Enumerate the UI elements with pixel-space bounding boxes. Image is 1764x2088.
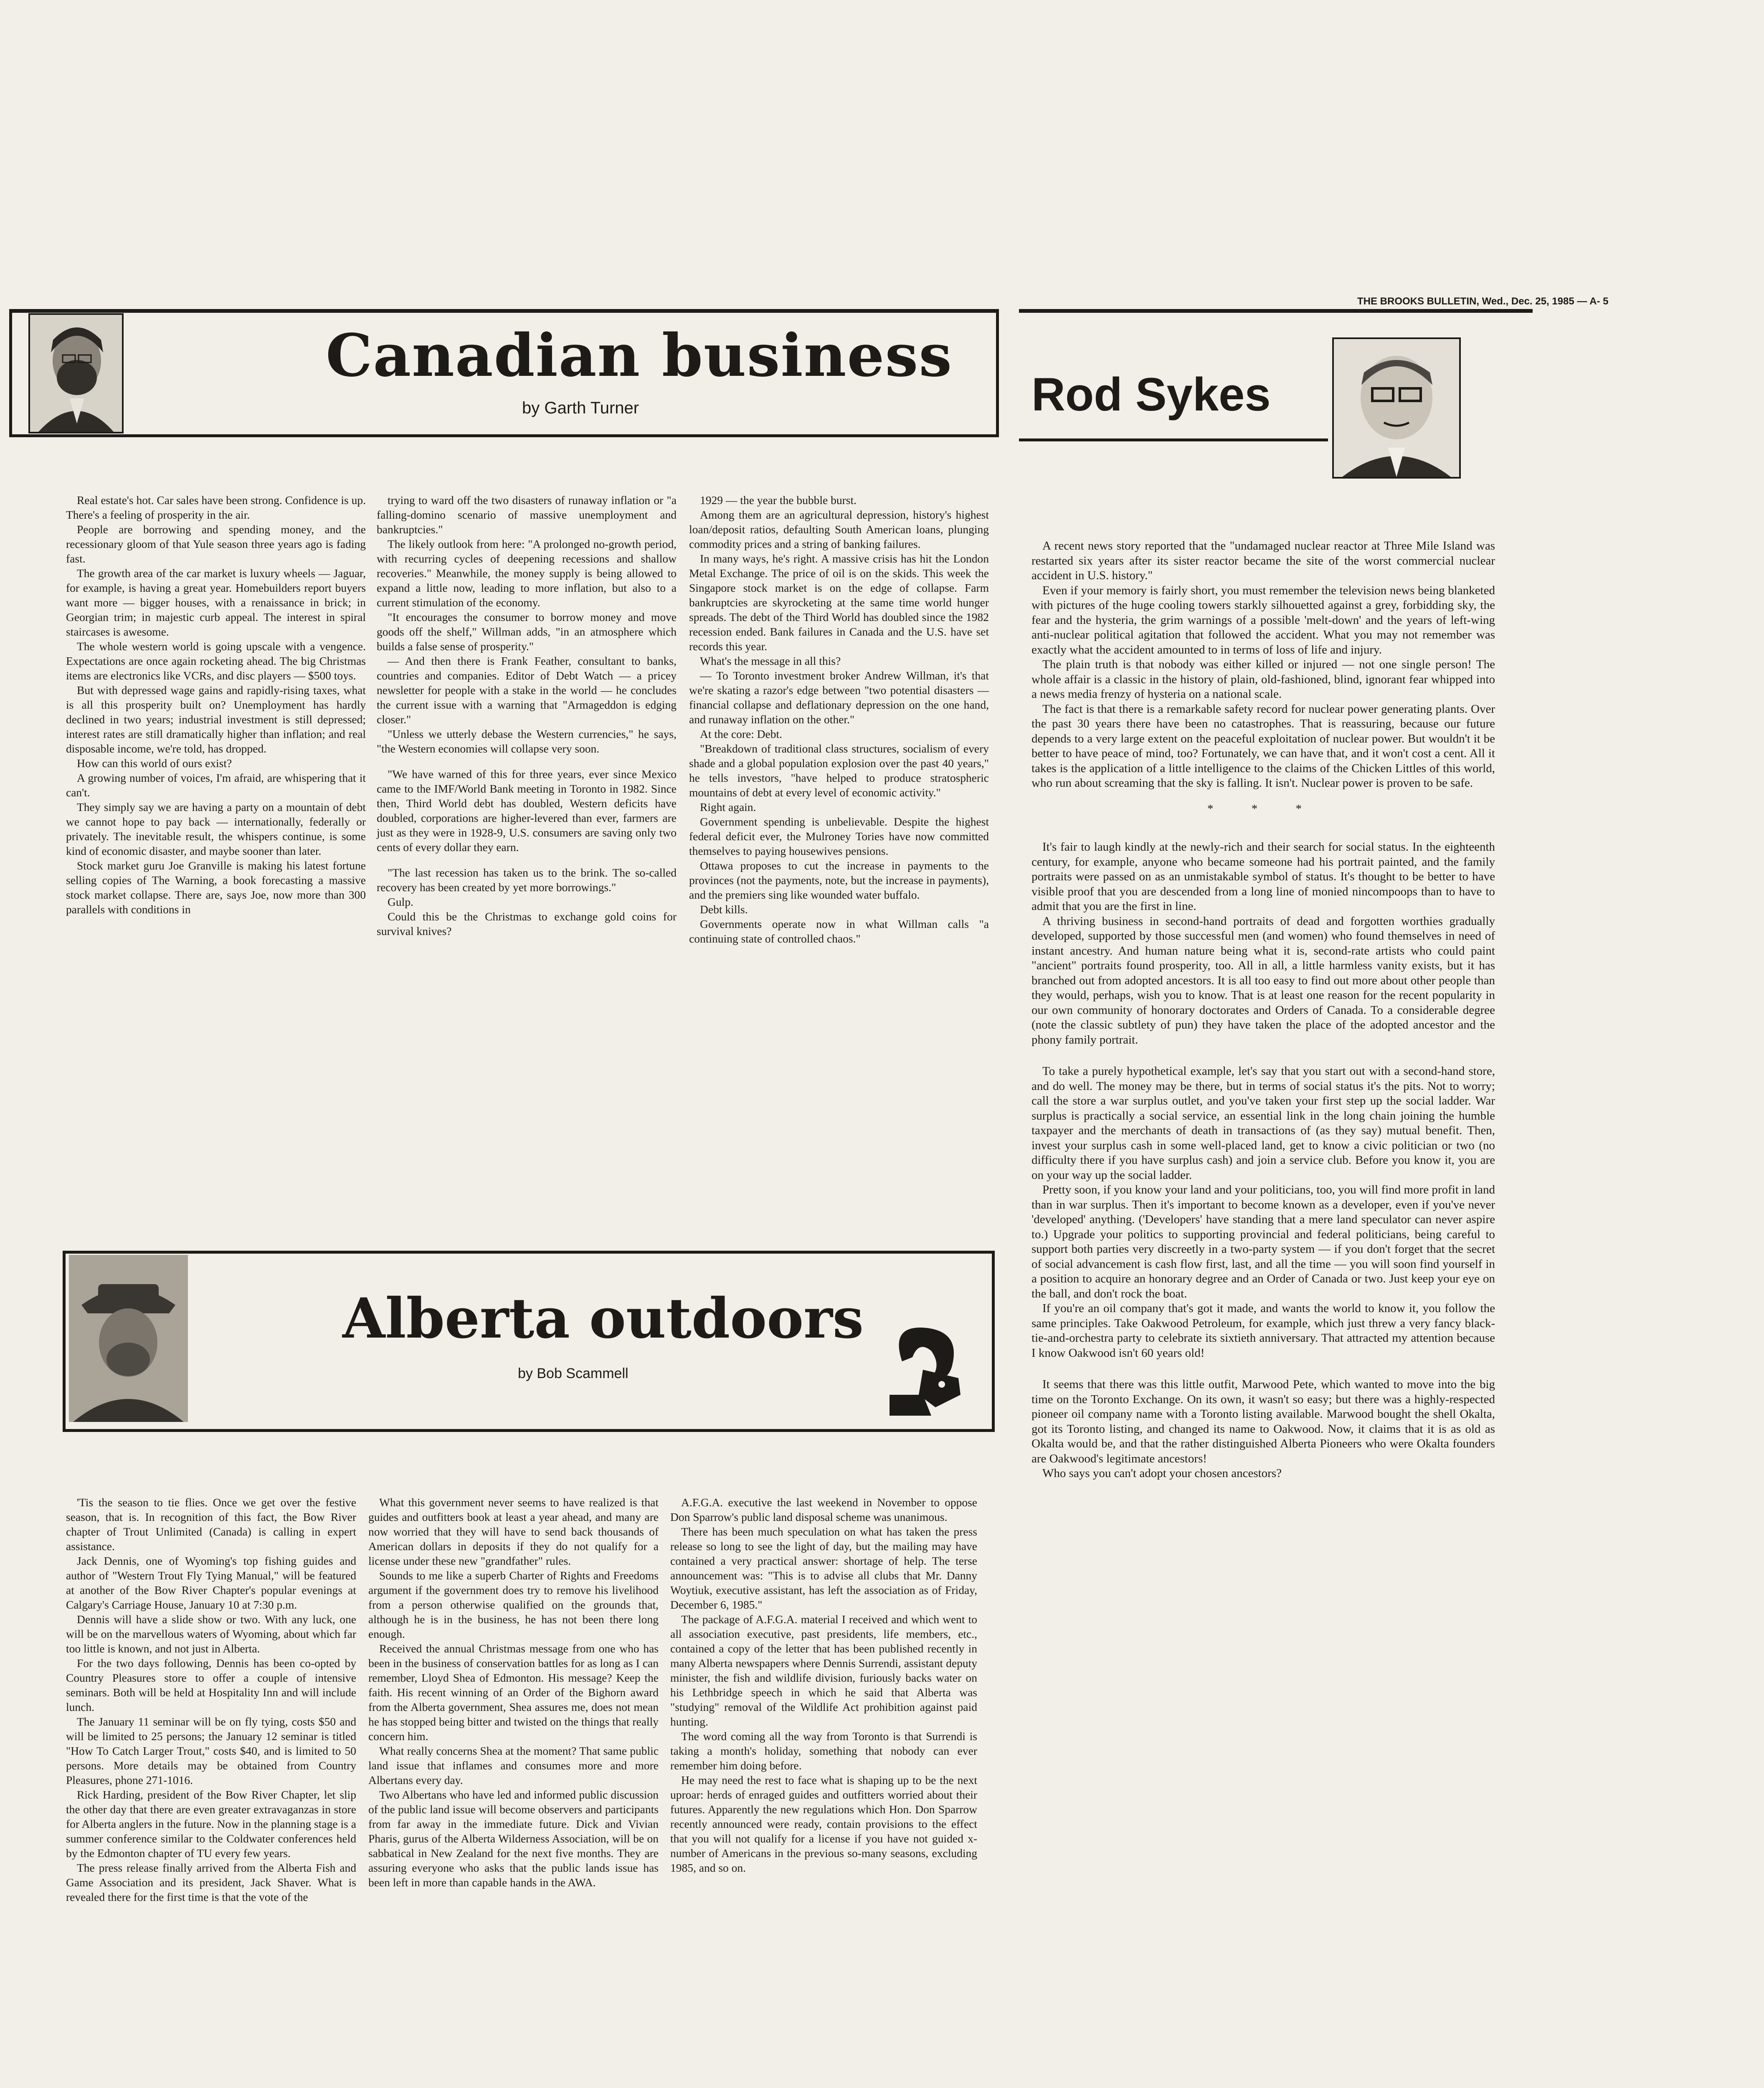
paragraph: Right again. <box>700 801 756 813</box>
paragraph: "We have warned of this for three years, ever since Mexico came to the IMF/World Bank meeting in Toronto in 1982. Since then, Third World debt has doubled, Western deficits have doubled, corporations are higher-levered than ever, farmers are just as they were in 1928-9, U.S. consumers are saving only two cents of every dollar they earn. <box>377 768 677 854</box>
paragraph: There has been much speculation on what has taken the press release so long to see the light of day, but the mailing may have contained a very practical answer: shortage of help. The terse announcement was: "This is to advise all clubs that Mr. Danny Woytiuk, executive assistant, has left the association as of Friday, December 6, 1985." <box>670 1525 977 1611</box>
canadian-business-column-1 <box>66 493 366 917</box>
paragraph: The word coming all the way from Toronto is that Surrendi is taking a month's holiday, something that nobody can ever remember him doing before. <box>670 1730 977 1772</box>
paragraph: Dennis will have a slide show or two. With any luck, one will be on the marvellous waters of Wyoming, about which far too little is known, and not just in Alberta. <box>66 1613 356 1655</box>
canadian-business-column-2 <box>377 493 677 938</box>
paragraph: Governments operate now in what Willman calls "a continuing state of controlled chaos." <box>689 917 989 945</box>
canadian-business-title: Canadian business <box>326 322 953 390</box>
paragraph: Who says you can't adopt your chosen ancestors? <box>1042 1467 1282 1480</box>
paragraph: But with depressed wage gains and rapidly-rising taxes, what is all this prosperity built on? Unemployment has hardly declined in two years; industrial investment is still depressed; interest rates are still dramatically higher than inflation; and real disposable income, we're told, has dropped. <box>66 684 366 755</box>
paragraph: The package of A.F.G.A. material I received and which went to all association executive, past presidents, life members, etc., contained a copy of the letter that has been published recently in many Alberta newspapers where Dennis Surrendi, assistant deputy minister, the fish and wildlife division, furiously backs water on his Lethbridge speech in which he said that Alberta was "studying" removal of the Wildlife Act prohibition against paid hunting. <box>670 1613 977 1728</box>
paragraph: The growth area of the car market is luxury wheels — Jaguar, for example, is having a great year. Homebuilders report buyers want more — bigger houses, with a renaissance in brick; in Georgian trim; in majestic curb appeal. The interest in spiral staircases is awesome. <box>66 567 366 638</box>
bighorn-ram-icon <box>873 1311 981 1420</box>
rod-sykes-title: Rod Sykes <box>1032 368 1271 421</box>
paragraph: He may need the rest to face what is shaping up to be the next uproar: herds of enraged guides and outfitters worried about their futures. Apparently the new regulations which Hon. Don Sparrow recently announced were ready, contain provisions to the effect that you will not qualify for a license if you have not guided x-number of Americans in the previous so-many seasons, excluding 1985, and so on. <box>670 1774 977 1874</box>
paragraph: Jack Dennis, one of Wyoming's top fishing guides and author of "Western Trout Fly Tying Manual," will be featured at another of the Bow River Chapter's popular evenings at Calgary's Carriage House, January 10 at 7:30 p.m. <box>66 1554 356 1611</box>
top-rule <box>1019 309 1533 313</box>
columnist-portrait-icon <box>69 1255 188 1422</box>
paragraph: A.F.G.A. executive the last weekend in November to oppose Don Sparrow's public land disposal scheme was unanimous. <box>670 1496 977 1523</box>
paragraph: Among them are an agricultural depression, history's highest loan/deposit ratios, defaulting South American loans, plunging commodity prices and a string of banking failures. <box>689 508 989 550</box>
paragraph: Stock market guru Joe Granville is making his latest fortune selling copies of The Warning, a book forecasting a massive stock market collapse. There are, says Joe, now more than 300 parallels with conditions in <box>66 859 366 916</box>
paragraph: What this government never seems to have realized is that guides and outfitters book at least a year ahead, and many are now worried that they will have to send back thousands of American dollars in deposits if they do not qualify for a license under these new "grandfather" rules. <box>368 1496 659 1567</box>
paragraph: The January 11 seminar will be on fly tying, costs $50 and will be limited to 25 persons; the January 12 seminar is titled "How To Catch Larger Trout," costs $40, and is limited to 50 persons. More details may be obtained from Country Pleasures, phone 271-1016. <box>66 1715 356 1786</box>
paragraph: "Unless we utterly debase the Western currencies," he says, "the Western economies will collapse very soon. <box>377 727 677 755</box>
paragraph: Debt kills. <box>700 903 748 916</box>
paragraph: A recent news story reported that the "undamaged nuclear reactor at Three Mile Island was restarted six years after its sister reactor became the site of the worst commercial nuclear accident in U.S. history." <box>1032 539 1495 582</box>
alberta-outdoors-title: Alberta outdoors <box>342 1286 864 1351</box>
paragraph: A thriving business in second-hand portraits of dead and forgotten worthies gradually developed, supported by those successful men (and women) who found themselves in need of instant ancestry. And human nature being what it is, second-rate artists who could paint "ancient" portraits found prosperity, too. All in all, a little harmless vanity exists, but it has branched out from adopted ancestors. It is all too easy to find out more about other people than they would, perhaps, wish you to know. That is at least one reason for the recent popularity in our own community of honorary doctorates and Orders of Canada. To a considerable degree (note the classic subtlety of pun) they have taken the place of the adopted ancestor and the phony family portrait. <box>1032 914 1495 1047</box>
alberta-outdoors-column-3 <box>670 1495 977 1875</box>
rod-sykes-photo <box>1332 337 1461 479</box>
paragraph: It seems that there was this little outfit, Marwood Pete, which wanted to move into the big time on the Toronto Exchange. On its own, it wasn't so easy; but there was a highly-respected pioneer oil company name with a Toronto listing available. Marwood bought the shell Okalta, got its Toronto listing, and changed its name to Oakwood. Now, it claims that it is as old as Okalta would be, and that the rather distinguished Alberta Pioneers who were Okalta founders are Oakwood's legitimate ancestors! <box>1032 1378 1495 1465</box>
paragraph: At the core: Debt. <box>700 727 783 740</box>
bottom-rule <box>1019 438 1328 441</box>
paragraph: Rick Harding, president of the Bow River Chapter, let slip the other day that there are even greater extravaganzas in store for Alberta anglers in the future. Now in the planning stage is a summer conference similar to the Coldwater conferences held by the Edmonton chapter of TU every few years. <box>66 1788 356 1860</box>
paragraph: For the two days following, Dennis has been co-opted by Country Pleasures store to offer a couple of intensive seminars. Both will be held at Hospitality Inn and will include lunch. <box>66 1657 356 1713</box>
paragraph: The press release finally arrived from the Alberta Fish and Game Association and its president, Jack Shaver. What is revealed there for the first time is that the vote of the <box>66 1861 356 1903</box>
paragraph: 'Tis the season to tie flies. Once we get over the festive season, that is. In recognition of this fact, the Bow River chapter of Trout Unlimited (Canada) is calling in expert assistance. <box>66 1496 356 1553</box>
paragraph: What really concerns Shea at the moment? That same public land issue that inflames and consumes more and more Albertans every day. <box>368 1744 659 1786</box>
alberta-outdoors-byline: by Bob Scammell <box>518 1366 629 1381</box>
paragraph: A growing number of voices, I'm afraid, are whispering that it can't. <box>66 771 366 799</box>
canadian-business-column-3 <box>689 493 989 946</box>
paragraph: — And then there is Frank Feather, consultant to banks, countries and companies. Editor of Debt Watch — a pricey newsletter for people with a stake in the world — he concludes the current issue with a warning that "Armageddon is edging closer." <box>377 654 677 726</box>
paragraph: Two Albertans who have led and informed public discussion of the public land issue will become observers and participants from far away in the immediate future. Dick and Vivian Pharis, gurus of the Alberta Wilderness Association, will be on sabbatical in New Zealand for the next five months. They are assuring everyone who asks that the public lands issue has been left in more than capable hands in the AWA. <box>368 1788 659 1889</box>
paragraph: "It encourages the consumer to borrow money and move goods off the shelf," Willman adds, "in an atmosphere which builds a false sense of prosperity." <box>377 611 677 653</box>
paragraph: "The last recession has taken us to the brink. The so-called recovery has been created by yet more borrowings." <box>377 866 677 894</box>
paragraph: What's the message in all this? <box>700 654 841 667</box>
paragraph: It's fair to laugh kindly at the newly-rich and their search for social status. In the eighteenth century, for example, anyone who became someone had his portrait painted, and the family portraits were passed on as an unmistakable symbol of status. It's thought to be better to have visible proof that you are descended from a long line of monied nincompoops than to have to admit that you are the first in line. <box>1032 840 1495 913</box>
paragraph: The fact is that there is a remarkable safety record for nuclear power generating plants. Over the past 30 years there have been no catastrophes. That is reassuring, because our future depends to a very large extent on the peaceful exploitation of nuclear power. But wouldn't it be better to have peace of mind, too? Fortunately, we can have that, and it won't cost a cent. All it takes is the application of a little intelligence to the claims of the Chicken Littles of this world, who run about screaming that the sky is falling. It isn't. Nuclear power is proven to be safe. <box>1032 702 1495 790</box>
page-folio: THE BROOKS BULLETIN, Wed., Dec. 25, 1985 — A- 5 <box>1357 296 1609 307</box>
paragraph: Government spending is unbelievable. Despite the highest federal deficit ever, the Mulroney Tories have now committed themselves to paying housewives pensions. <box>689 815 989 857</box>
paragraph: They simply say we are having a party on a mountain of debt we cannot hope to pay back — internationally, federally or privately. The inevitable result, the whispers continue, is some kind of economic disaster, and maybe sooner than later. <box>66 801 366 857</box>
paragraph: The whole western world is going upscale with a vengence. Expectations are once again rocketing ahead. The big Christmas items are electronics like VCRs, and disc players — $500 toys. <box>66 640 366 682</box>
paragraph: 1929 — the year the bubble burst. <box>700 494 857 507</box>
alberta-outdoors-column-2 <box>368 1495 659 1890</box>
paragraph: trying to ward off the two disasters of runaway inflation or "a falling-domino scenario of massive unemployment and bankruptcies." <box>377 494 677 536</box>
paragraph: In many ways, he's right. A massive crisis has hit the London Metal Exchange. The price of oil is on the skids. This week the Singapore stock market is on the edge of collapse. Farm bankruptcies are skyrocketing at the same time world hunger spreads. The debt of the Third World has doubled since the 1982 recession ended. Bank failures in Canada and the U.S. have set records this year. <box>689 552 989 653</box>
paragraph: Received the annual Christmas message from one who has been in the business of conservation battles for as long as I can remember, Lloyd Shea of Edmonton. His message? Keep the faith. His recent winning of an Order of the Bighorn award from the Alberta government, Shea assures me, does not mean he has stopped being bitter and twisted on the things that really concern him. <box>368 1642 659 1743</box>
paragraph: Gulp. <box>388 895 413 908</box>
paragraph: If you're an oil company that's got it made, and wants the world to know it, you follow the same principles. Take Oakwood Petroleum, for example, which just threw a very fancy black-tie-and-orchestra party to celebrate its sixtieth anniversary. That attracted my attention because I know Oakwood isn't 60 years old! <box>1032 1302 1495 1360</box>
rod-sykes-column <box>1032 539 1495 1481</box>
paragraph: Could this be the Christmas to exchange gold coins for survival knives? <box>377 910 677 938</box>
paragraph: To take a purely hypothetical example, let's say that you start out with a second-hand store, and do well. The money may be there, but in terms of social status it's the pits. Not to worry; call the store a war surplus outlet, and you've taken your first step up the social ladder. War surplus is practically a social service, an essential link in the long chain joining the humble taxpayer and the merchants of death in transactions of (as they say) mutual benefit. Then, invest your surplus cash in some well-placed land, get to know a civic politician or two (no difficulty there if you have surplus cash) and join a service club. Before you know it, you are on your way up the social ladder. <box>1032 1064 1495 1182</box>
bob-scammell-photo <box>69 1255 188 1422</box>
paragraph: Pretty soon, if you know your land and your politicians, too, you will find more profit in land than in war surplus. Then it's important to become known as a developer, even if you've never 'developed' anything. ('Developers' have standing that a mere land speculator can never aspire to.) Upgrade your politics to supporting provincial and federal politicians, being careful to support both parties very discreetly in a two-party system — if you don't forget that the secret of social advancement is cash flow first, last, and all the time — you will soon find yourself in a position to acquire an honorary degree and an Order of Canada or two. Just keep your eye on the ball, and don't rock the boat. <box>1032 1183 1495 1300</box>
paragraph: Ottawa proposes to cut the increase in payments to the provinces (not the payments, note, but the increase in payments), and the premiers sing like wounded water buffalo. <box>689 859 989 901</box>
paragraph: Sounds to me like a superb Charter of Rights and Freedoms argument if the government does try to remove his livelihood from a person otherwise qualified on the grounds that, although he is in the business, he has not been there long enough. <box>368 1569 659 1640</box>
paragraph: The likely outlook from here: "A prolonged no-growth period, with recurring cycles of deepening recessions and shallow recoveries." Meanwhile, the money supply is being allowed to expand a little now, leading to more inflation, but also to a current stimulation of the economy. <box>377 537 677 609</box>
paragraph: How can this world of ours exist? <box>77 757 232 770</box>
paragraph: — To Toronto investment broker Andrew Willman, it's that we're skating a razor's edge between "two potential disasters — financial collapse and deflationary depression on the one hand, and runaway inflation on the other." <box>689 669 989 726</box>
paragraph: Real estate's hot. Car sales have been strong. Confidence is up. There's a feeling of prosperity in the air. <box>66 494 366 521</box>
garth-turner-photo <box>28 313 124 433</box>
canadian-business-byline: by Garth Turner <box>522 399 639 417</box>
paragraph: The plain truth is that nobody was either killed or injured — not one single person! The whole affair is a classic in the history of plain, old-fashioned, blind, ignorant fear whipped into a news media frenzy of hysteria on a national scale. <box>1032 658 1495 701</box>
paragraph: Even if your memory is fairly short, you must remember the television news being blanketed with pictures of the huge cooling towers starkly silhouetted against a grey, forbidding sky, the fear and the hysteria, the grim warnings of a possible 'melt-down' and the years of left-wing anti-nuclear political agitation that followed the accident. What you may not remember was exactly what the accident amounted to in terms of loss of life and injury. <box>1032 583 1495 656</box>
paragraph: "Breakdown of traditional class structures, socialism of every shade and a global population explosion over the past 40 years," he tells investors, "have helped to produce stratospheric mountains of debt at every level of economic activity." <box>689 742 989 799</box>
alberta-outdoors-column-1 <box>66 1495 356 1904</box>
columnist-portrait-icon <box>30 315 122 432</box>
section-separator: * * * <box>1207 802 1319 816</box>
paragraph: People are borrowing and spending money, and the recessionary gloom of that Yule season three years ago is fading fast. <box>66 523 366 565</box>
columnist-portrait-icon <box>1334 339 1459 477</box>
